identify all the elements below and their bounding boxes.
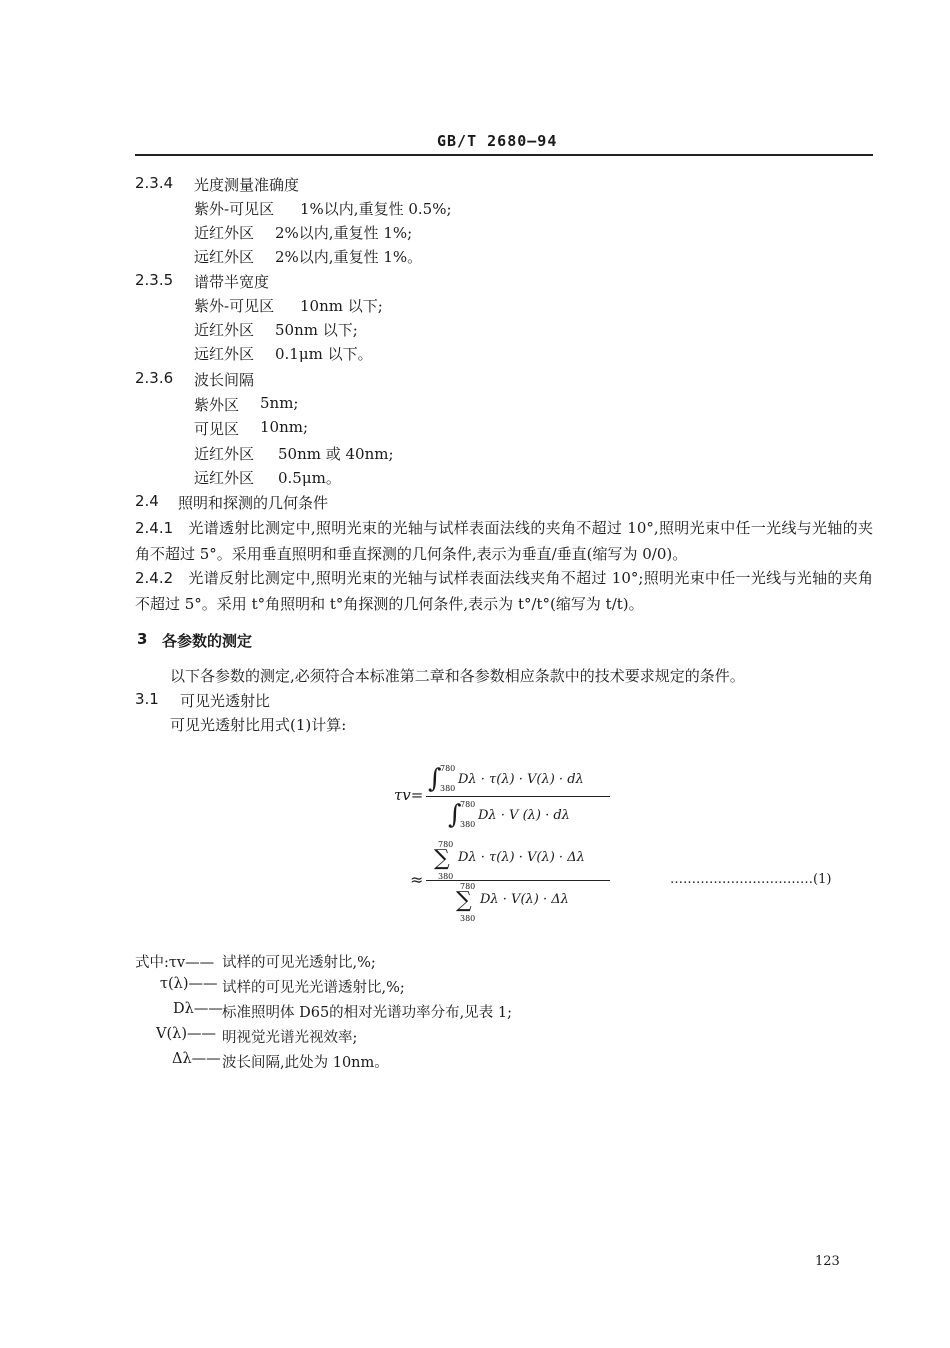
sum-lower-limit: 380 — [460, 914, 476, 923]
list-item-value: 10nm; — [260, 418, 309, 436]
sigma-sign: ∑ — [434, 846, 450, 871]
list-item-label: 近红外区 — [194, 224, 255, 242]
list-item-label: 紫外-可见区 — [194, 297, 275, 315]
section-number-2-3-5: 2.3.5 — [135, 271, 174, 289]
section-title-2-3-5: 谱带半宽度 — [194, 273, 270, 291]
definition-text: 标准照明体 D65的相对光谱功率分布,见表 1; — [222, 1005, 513, 1021]
list-item-label: 近红外区 — [194, 445, 255, 463]
numerator-2: Dλ · τ(λ) · V(λ) · Δλ — [458, 850, 585, 865]
list-item-value: 10nm 以下; — [300, 297, 383, 315]
sum-upper-limit: 780 — [460, 882, 476, 891]
definition-text: 试样的可见光透射比,%; — [222, 955, 376, 971]
denominator-2: Dλ · V(λ) · Δλ — [480, 892, 569, 907]
paragraph-2-4-2 — [135, 565, 873, 617]
list-item-label: 远红外区 — [194, 469, 255, 487]
list-item-value: 50nm 或 40nm; — [278, 445, 394, 463]
section-number-3-1: 3.1 — [135, 690, 159, 708]
formula-1 — [390, 758, 890, 938]
section-number-3: 3 — [137, 630, 148, 648]
definition-text: 明视觉光谱光视效率; — [222, 1030, 358, 1046]
paragraph-text: 光谱反射比测定中,照明光束的光轴与试样表面法线夹角不超过 10°;照明光束中任一光线与光轴的夹角不超过 5°。采用 t°角照明和 t°角探测的几何条件,表示为 t°/t°(缩写为 t/t)。 — [135, 569, 873, 613]
page-number: 123 — [815, 1254, 840, 1269]
integral-sign: ∫ — [448, 800, 462, 830]
integral-lower-limit: 380 — [440, 784, 456, 793]
equation-number: ……………………………(1) — [670, 872, 832, 887]
sum-lower-limit: 380 — [438, 872, 454, 881]
list-item-value: 5nm; — [260, 394, 299, 412]
paragraph-2-4-1 — [135, 515, 873, 567]
definition-symbol: Δλ—— — [172, 1051, 221, 1067]
integral-lower-limit: 380 — [460, 820, 476, 829]
list-item-label: 近红外区 — [194, 321, 255, 339]
section-number-2-4-2: 2.4.2 — [135, 569, 174, 587]
formula-lhs: τv= — [394, 786, 424, 804]
list-item-value: 1%以内,重复性 0.5%; — [300, 200, 452, 218]
section-3-intro: 以下各参数的测定,必须符合本标准第二章和各参数相应条款中的技术要求规定的条件。 — [170, 667, 745, 685]
list-item-value: 0.5μm。 — [278, 469, 341, 487]
section-number-2-3-6: 2.3.6 — [135, 369, 174, 387]
list-item-label: 远红外区 — [194, 345, 255, 363]
list-item-value: 0.1μm 以下。 — [275, 345, 373, 363]
section-title-2-3-4: 光度测量准确度 — [194, 176, 300, 194]
definition-text: 试样的可见光光谱透射比,%; — [222, 980, 405, 996]
section-title-2-4: 照明和探测的几何条件 — [178, 494, 329, 512]
integral-upper-limit: 780 — [460, 800, 476, 809]
paragraph-text: 光谱透射比测定中,照明光束的光轴与试样表面法线的夹角不超过 10°,照明光束中任一光线与光轴的夹角不超过 5°。采用垂直照明和垂直探测的几何条件,表示为垂直/垂直(缩写为 0/0)。 — [135, 519, 873, 563]
section-title-3: 各参数的测定 — [162, 632, 253, 650]
fraction-bar-2 — [426, 880, 610, 881]
section-number-2-4-1: 2.4.1 — [135, 519, 174, 537]
section-title-3-1: 可见光透射比 — [180, 692, 271, 710]
list-item-label: 可见区 — [194, 420, 240, 438]
definition-symbol: Dλ—— — [173, 1001, 223, 1017]
section-number-2-3-4: 2.3.4 — [135, 174, 174, 192]
list-item-label: 远红外区 — [194, 248, 255, 266]
fraction-bar-1 — [426, 796, 610, 797]
header-rule — [135, 154, 873, 156]
numerator-1: Dλ · τ(λ) · V(λ) · dλ — [458, 772, 584, 787]
list-item-label: 紫外区 — [194, 396, 240, 414]
integral-upper-limit: 780 — [440, 764, 456, 773]
definition-symbol: V(λ)—— — [156, 1026, 216, 1042]
definition-symbol: τ(λ)—— — [160, 976, 218, 992]
denominator-1: Dλ · V (λ) · dλ — [478, 808, 570, 823]
integral-sign: ∫ — [428, 764, 442, 794]
list-item-value: 2%以内,重复性 1%。 — [275, 248, 423, 266]
standard-code-header: GB/T 2680—94 — [437, 132, 558, 150]
list-item-value: 50nm 以下; — [275, 321, 358, 339]
sum-upper-limit: 780 — [438, 840, 454, 849]
section-3-1-text: 可见光透射比用式(1)计算: — [170, 716, 347, 734]
approx-sign: ≈ — [410, 870, 424, 889]
section-number-2-4: 2.4 — [135, 492, 159, 510]
list-item-label: 紫外-可见区 — [194, 200, 275, 218]
definition-symbol: 式中:τv—— — [135, 955, 215, 971]
list-item-value: 2%以内,重复性 1%; — [275, 224, 413, 242]
section-title-2-3-6: 波长间隔 — [194, 371, 255, 389]
sigma-sign: ∑ — [456, 888, 472, 913]
definition-text: 波长间隔,此处为 10nm。 — [222, 1055, 389, 1071]
